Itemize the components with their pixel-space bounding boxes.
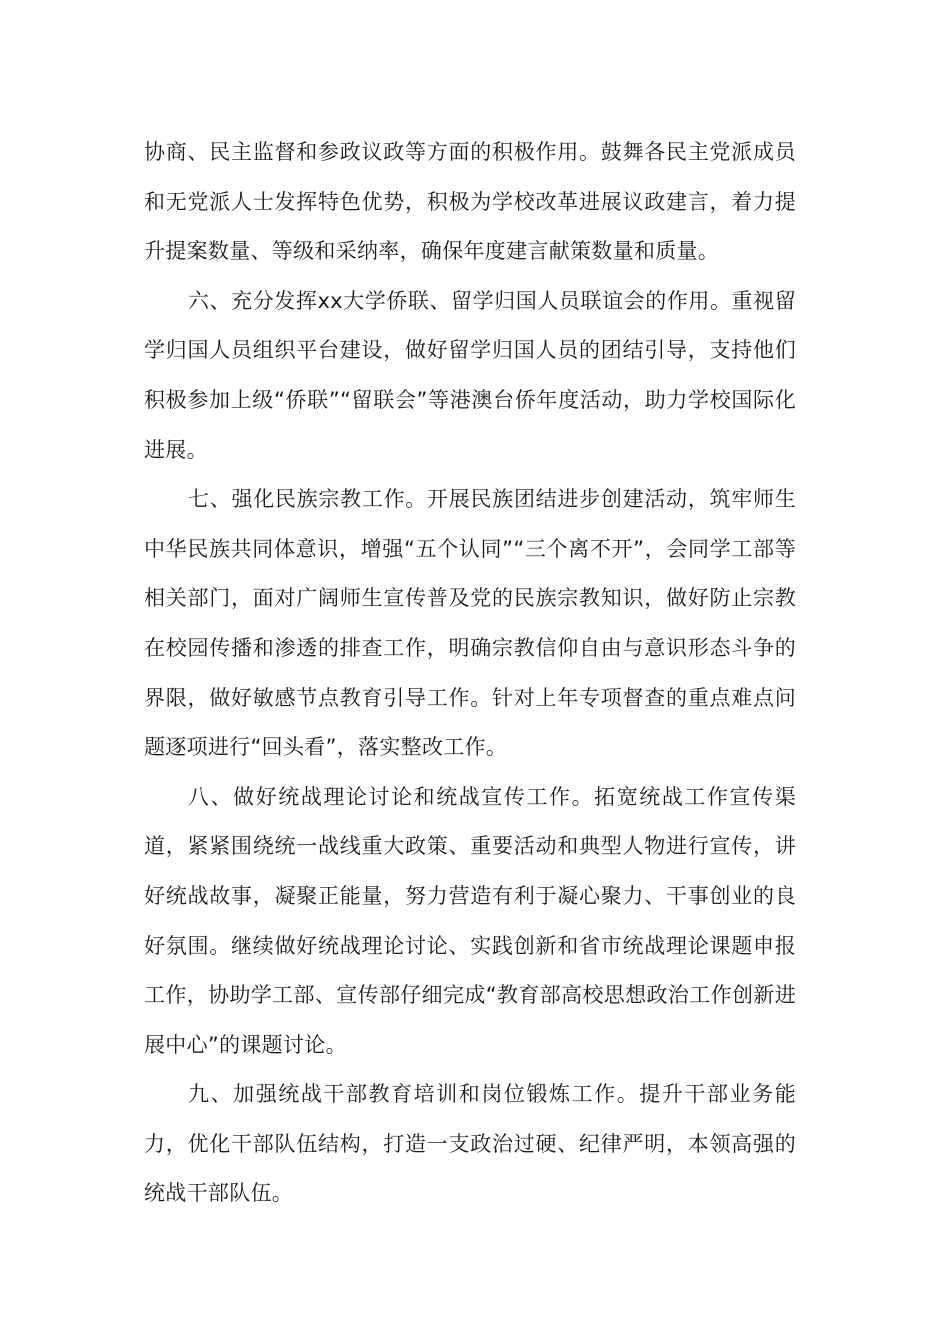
paragraph-section-8: 八、做好统战理论讨论和统战宣传工作。拓宽统战工作宣传渠道，紧紧围绕统一战线重大政策、重要活动和典型人物进行宣传，讲好统战故事，凝聚正能量，努力营造有利于凝心聚力、干事创业的良好氛围。继续做好统战理论讨论、实践创新和省市统战理论课题申报工作，协助学工部、宣传部仔细完成“教育部高校思想政治工作创新进展中心”的课题讨论。	[144, 784, 796, 1057]
paragraph-section-6: 六、充分发挥xx大学侨联、留学归国人员联谊会的作用。重视留学归国人员组织平台建设，做好留学归国人员的团结引导，支持他们积极参加上级“侨联”“留联会”等港澳台侨年度活动，助力学校国际化进展。	[144, 288, 796, 462]
paragraph-continuation: 协商、民主监督和参政议政等方面的积极作用。鼓舞各民主党派成员和无党派人士发挥特色优势，积极为学校改革进展议政建言，着力提升提案数量、等级和采纳率，确保年度建言献策数量和质量。	[144, 140, 796, 264]
paragraph-section-7: 七、强化民族宗教工作。开展民族团结进步创建活动，筑牢师生中华民族共同体意识，增强“五个认同”“三个离不开”，会同学工部等相关部门，面对广阔师生宣传普及党的民族宗教知识，做好防止宗教在校园传播和渗透的排查工作，明确宗教信仰自由与意识形态斗争的界限，做好敏感节点教育引导工作。针对上年专项督查的重点难点问题逐项进行“回头看”，落实整改工作。	[144, 487, 796, 760]
paragraph-section-9: 九、加强统战干部教育培训和岗位锻炼工作。提升干部业务能力，优化干部队伍结构，打造一支政治过硬、纪律严明，本领高强的统战干部队伍。	[144, 1082, 796, 1206]
document-body	[144, 128, 796, 1219]
